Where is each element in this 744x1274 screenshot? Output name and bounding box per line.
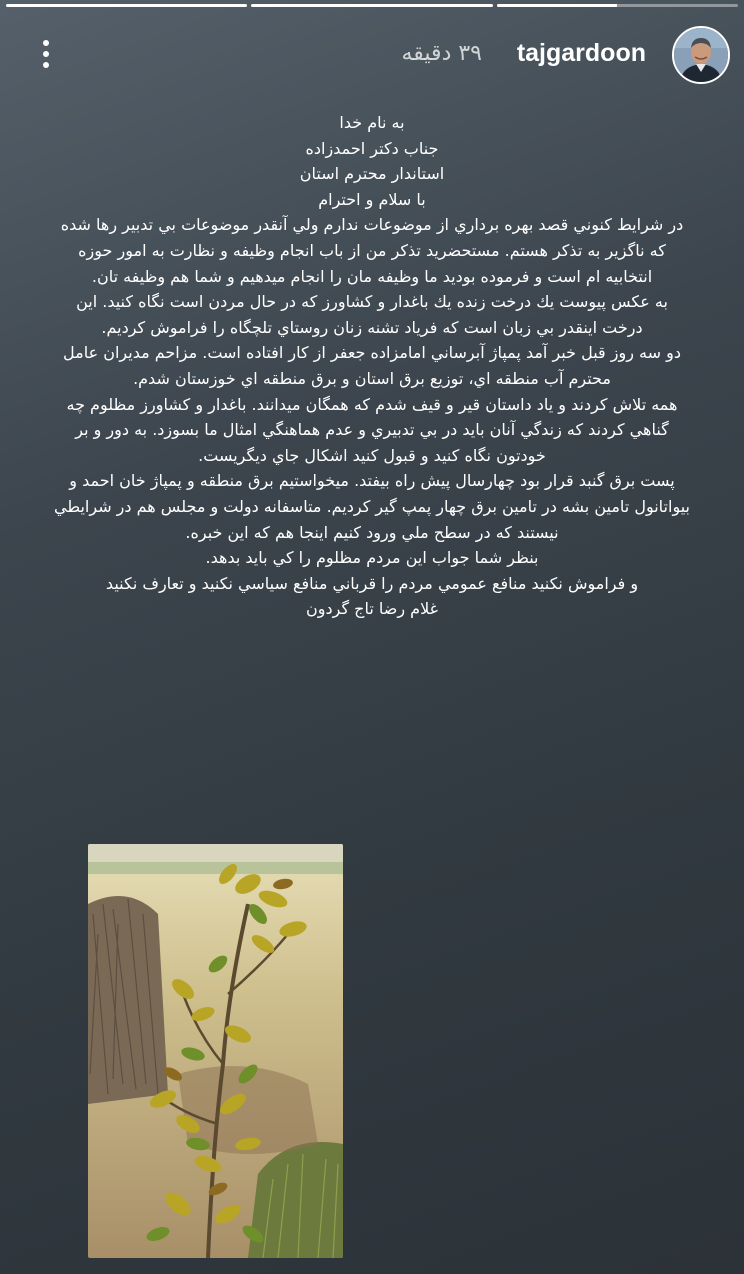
story-timestamp: ۳۹ دقیقه [401,41,482,66]
story-progress-bar [6,4,738,7]
progress-segment [497,4,738,7]
story-header [0,26,744,86]
progress-segment [6,4,247,7]
letter-paragraph: پست برق گنبد قرار بود چهارسال پيش راه بيفتد. ميخواستيم برق منطقه و پمپاژ خان احمد و بيواتانول تامين بشه در تامين برق چهار پمپ گير کرديم. متاسفانه دولت و مجلس هم در شرايطي نيستند که در سطح ملي ورود کنيم اينجا هم که اين خبره. [54,471,690,542]
progress-fill [251,4,492,7]
letter-paragraph: دو سه روز قبل خبر آمد پمپاژ آبرساني امامزاده جعفر از کار افتاده است. مزاحم مديران عامل محترم آب منطقه اي، توزيع برق استان و برق منطقه اي خوزستان شدم. [63,343,681,388]
progress-fill [497,4,618,7]
letter-paragraph: در شرايط کنوني قصد بهره برداري از موضوعات ندارم ولي آنقدر موضوعات بي تدبير رها شده که ناگزير به تذکر هستم. مستحضريد تذکر من از باب انجام وظيفه و نظارت به امور حوزه انتخابيه ام است و فرموده بوديد ما وظيفه مان را انجام ميدهيم و شما هم وظيفه تان. [60,215,684,286]
letter-salutation: با سلام و احترام [318,189,426,209]
letter-signature: غلام رضا تاج گردون [306,599,438,619]
username-link[interactable]: tajgardoon [516,39,646,67]
tree-photo [88,844,343,1258]
letter-text [54,110,690,622]
progress-fill [6,4,247,7]
avatar[interactable] [672,26,730,84]
letter-greeting: به نام خدا [339,113,405,132]
letter-recipient-role: استاندار محترم استان [299,164,445,184]
more-dot-icon [43,51,49,57]
letter-paragraph: و فراموش نکنيد منافع عمومي مردم را قرباني منافع سياسي نکنيد و تعارف نکنيد [105,573,639,593]
dying-tree-photo-icon [88,844,343,1258]
more-options-button[interactable] [34,36,58,72]
letter-paragraph: همه تلاش کردند و ياد داستان قير و قيف شدم که همگان ميدانند. باغدار و کشاورز مظلوم چه گناهي کردند که زندگي آنان بايد در بي تدبيري و عدم هماهنگي امثال ما بسوزد. به دور و بر خودتون نگاه کنيد و قبول کنيد اشکال جاي ديگريست. [66,394,678,465]
more-dot-icon [43,40,49,46]
more-dot-icon [43,62,49,68]
letter-paragraph: بنظر شما جواب اين مردم مظلوم را کي بايد بدهد. [205,548,539,568]
profile-photo-icon [674,28,728,82]
progress-segment [251,4,492,7]
letter-recipient-title: جناب دکتر احمدزاده [305,138,439,158]
letter-paragraph: به عکس پيوست يك درخت زنده يك باغدار و کشاورز که در حال مردن است نگاه کنيد. اين درخت اينقدر بي زبان است که فرياد تشنه زنان روستاي تلچگاه را فراموش کرديم. [76,292,668,337]
